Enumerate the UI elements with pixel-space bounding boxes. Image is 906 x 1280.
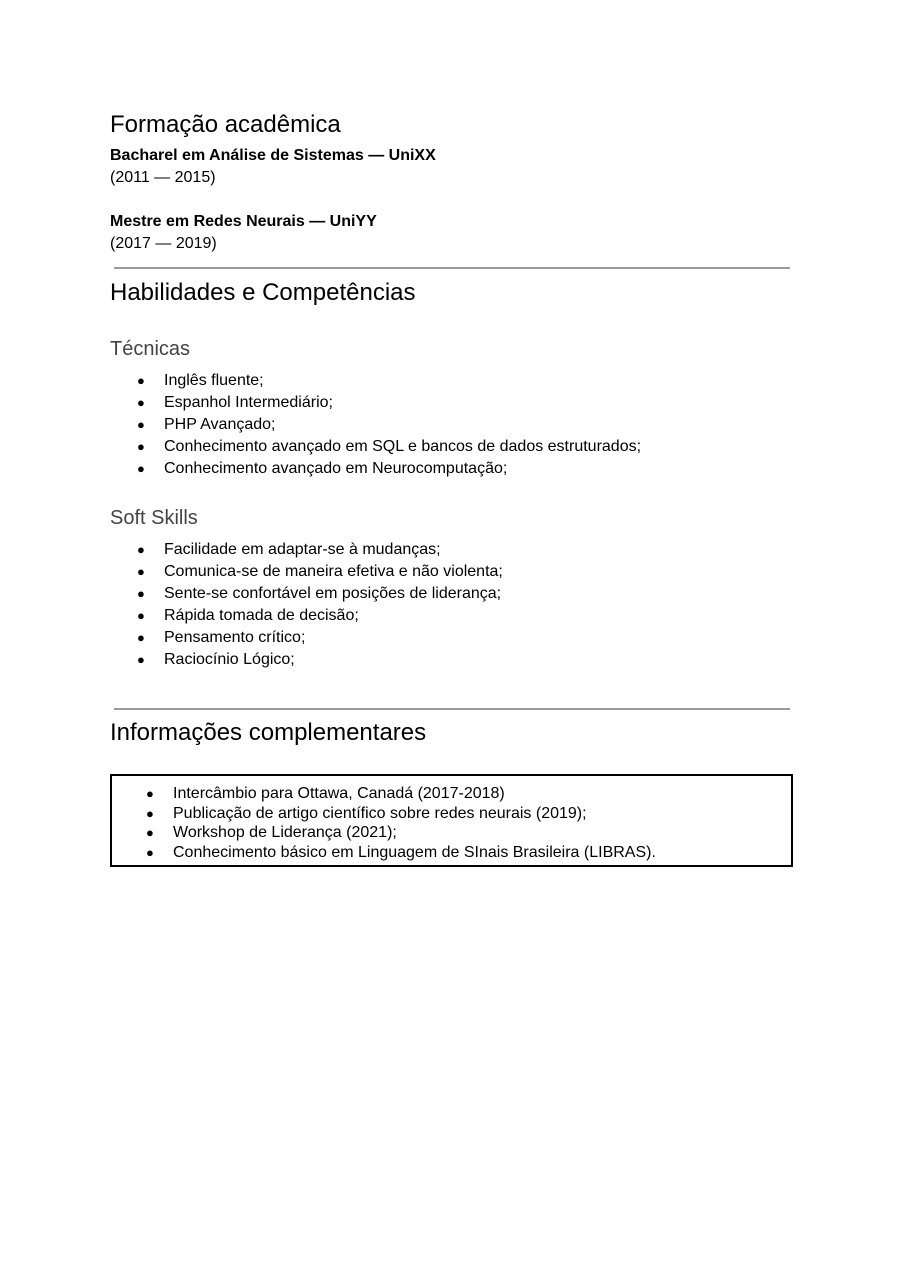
section-divider [114,267,790,269]
degree-period: (2017 — 2019) [110,235,217,252]
list-item-text: Workshop de Liderança (2021); [173,824,397,841]
list-item-text: PHP Avançado; [164,416,276,433]
list-item-text: Publicação de artigo científico sobre redes neurais (2019); [173,804,587,822]
list-item [146,804,656,824]
list-item-text: Rápida tomada de decisão; [164,607,359,624]
list-item-text: Pensamento crítico; [164,629,306,646]
list-item-text: Comunica-se de maneira efetiva e não violenta; [164,563,503,580]
complementary-info-list [146,784,656,862]
list-item-text: Espanhol Intermediário; [164,394,333,411]
degree-title: Mestre em Redes Neurais — UniYY [110,213,377,230]
list-item-text: Intercâmbio para Ottawa, Canadá (2017-2018) [173,785,505,802]
list-item [137,627,503,649]
bullet-icon: ● [137,586,145,601]
list-item-text: Inglês fluente; [164,372,264,389]
bullet-icon: ● [146,825,154,840]
bullet-icon: ● [146,844,154,860]
bullet-icon: ● [137,564,145,579]
list-item [137,458,641,480]
list-item [146,823,656,843]
soft-skills-list [137,539,503,671]
list-item-text: Conhecimento básico em Linguagem de SInais Brasileira (LIBRAS). [173,843,656,861]
list-item [146,784,656,804]
complementary-info-box [110,774,793,867]
section-divider [114,708,790,710]
list-item [137,561,503,583]
bullet-icon: ● [137,608,145,623]
list-item [137,436,641,458]
bullet-icon: ● [137,439,145,454]
list-item [146,843,656,863]
list-item [137,392,641,414]
bullet-icon: ● [137,373,145,388]
technical-skills-heading: Técnicas [110,338,191,360]
degree-title: Bacharel em Análise de Sistemas — UniXX [110,147,436,164]
bullet-icon: ● [137,652,145,667]
complementary-heading: Informações complementares [110,719,427,746]
list-item-text: Conhecimento avançado em Neurocomputação; [164,460,508,477]
list-item [137,370,641,392]
list-item [137,539,503,561]
list-item-text: Facilidade em adaptar-se à mudanças; [164,541,441,558]
bullet-icon: ● [137,630,145,645]
list-item-text: Conhecimento avançado em SQL e bancos de dados estruturados; [164,438,642,455]
technical-skills-list [137,370,641,480]
bullet-icon: ● [146,805,154,821]
degree-period: (2011 — 2015) [110,169,216,186]
education-heading: Formação acadêmica [110,111,341,138]
bullet-icon: ● [137,417,145,432]
list-item [137,605,503,627]
bullet-icon: ● [146,786,154,801]
bullet-icon: ● [137,542,145,557]
bullet-icon: ● [137,395,145,410]
list-item [137,649,503,671]
list-item-text: Sente-se confortável em posições de liderança; [164,585,502,602]
soft-skills-heading: Soft Skills [110,507,198,529]
skills-heading: Habilidades e Competências [110,279,416,306]
bullet-icon: ● [137,461,145,476]
list-item [137,414,641,436]
list-item-text: Raciocínio Lógico; [164,651,295,668]
list-item [137,583,503,605]
